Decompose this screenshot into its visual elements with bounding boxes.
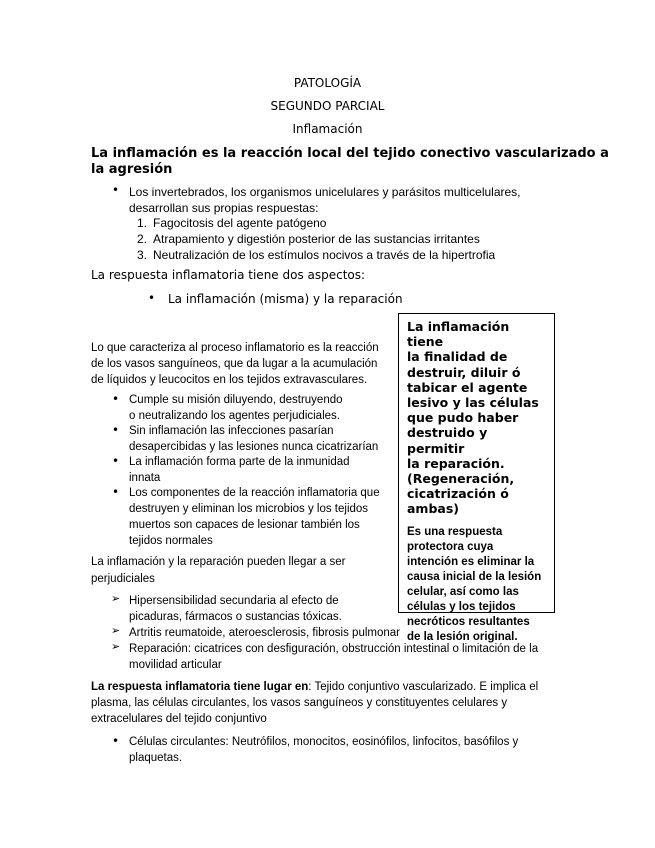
text-line: Los invertebrados, los organismos unicelulares y parásitos multicelulares, (129, 185, 521, 199)
list-item: Hipersensibilidad secundaria al efecto de picaduras, fármacos o sustancias tóxicas. (129, 595, 342, 623)
main-heading-line: La inflamación es la reacción local del tejido conectivo vascularizado a (91, 146, 609, 161)
sidebox (398, 313, 555, 643)
course-title: PATOLOGÍA (293, 76, 362, 90)
text-line: desarrollan sus propias respuestas: (129, 201, 319, 215)
aspects-item: La inflamación (misma) y la reparación (168, 292, 403, 306)
list-item: Artritis reumatoide, ateroesclerosis, fibrosis pulmonar (129, 627, 400, 639)
sidebox-purpose: La inflamación tiene la finalidad de destruir, diluir ó tabicar el agente lesivo y las células que pudo haber destruido y permitir la reparación. (Regeneración, cicatrización ó ambas) (407, 319, 539, 517)
bullet-marker: • (148, 291, 156, 305)
list-item: Reparación: cicatrices con desfiguración, obstrucción intestinal o limitación de la movilidad articular (129, 643, 539, 671)
invertebrates-paragraph (129, 184, 521, 216)
main-heading (91, 146, 609, 178)
characterizes-paragraph (91, 340, 379, 388)
arrow-bullet-icon: ➢ (111, 640, 121, 653)
list-item: 3. Neutralización de los estímulos nocivos a través de la hipertrofia (136, 248, 496, 262)
bullet-marker: • (112, 454, 120, 468)
cells-paragraph: Células circulantes: Neutrófilos, monocitos, eosinófilos, linfocitos, basófilos y plaquetas. (129, 736, 519, 764)
bullet-marker: • (112, 392, 120, 406)
aspects-intro: La respuesta inflamatoria tiene dos aspectos: (91, 268, 366, 282)
bullet-marker: • (112, 485, 120, 499)
text-line: de líquidos y leucocitos en los tejidos extravasculares. (91, 374, 368, 386)
text-line: de los vasos sanguíneos, que da lugar a la acumulación (91, 358, 378, 370)
list-item: La inflamación forma parte de la inmunidad innata (129, 456, 350, 484)
arrow-bullet-icon: ➢ (111, 624, 121, 637)
exam-title: SEGUNDO PARCIAL (270, 99, 385, 113)
list-item: Los componentes de la reacción inflamatoria que destruyen y eliminan los microbios y los tejidos muertos son capaces de lesionar también los tejidos normales (129, 487, 380, 547)
main-heading-line: la agresión (91, 162, 173, 177)
bullet-marker: • (112, 183, 120, 197)
arrow-bullet-icon: ➢ (111, 592, 121, 605)
bullet-marker: • (112, 734, 120, 748)
location-paragraph: La respuesta inflamatoria tiene lugar en: Tejido conjuntivo vascularizado. E implica el plasma, las células circulantes, los vasos sanguíneos y constituyentes celulares y extracelulares del tejido conjuntivo (91, 681, 539, 725)
sidebox-definition: Es una respuesta protectora cuya intención es eliminar la causa inicial de la lesión celular, así como las células y los tejidos necróticos resultantes de la lesión original. (407, 525, 542, 643)
list-item: Cumple su misión diluyendo, destruyendo o neutralizando los agentes perjudiciales. (129, 394, 343, 422)
list-item: 2. Atrapamiento y digestión posterior de las sustancias irritantes (136, 232, 480, 246)
harmful-intro: La inflamación y la reparación pueden llegar a ser perjudiciales (91, 556, 346, 585)
text-line: Lo que caracteriza al proceso inflamatorio es la reacción (91, 342, 379, 354)
list-item: Sin inflamación las infecciones pasarían desapercibidas y las lesiones nunca cicatrizarían (129, 425, 379, 453)
topic-title: Inflamación (292, 122, 363, 136)
location-bold-lead: La respuesta inflamatoria tiene lugar en (91, 681, 309, 693)
list-item: 1. Fagocitosis del agente patógeno (136, 216, 327, 230)
bullet-marker: • (112, 423, 120, 437)
numbered-list (129, 215, 495, 263)
